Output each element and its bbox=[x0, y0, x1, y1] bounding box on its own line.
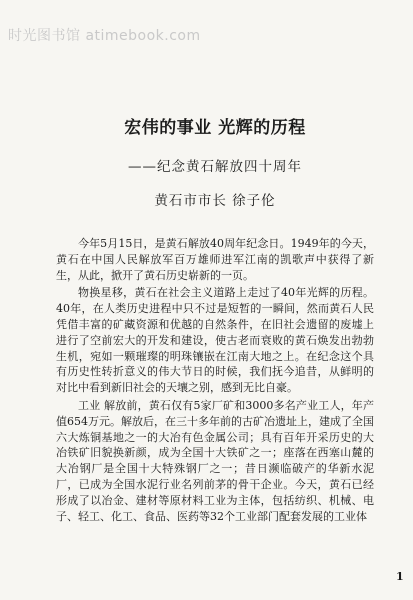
paragraph: 工业 解放前，黄石仅有5家厂矿和3000多名产业工人，年产值654万元。解放后，在三十多年前的古矿冶遗址上，建成了全国六大炼铜基地之一的大冶有色金属公司；具有百年开采历史的大冶铁矿旧貌换新颜，成为全国十大铁矿之一；座落在西塞山麓的大冶钢厂是全国十大特殊钢厂之一；昔日濒临破产的华新水泥厂，已成为全国水泥行业名列前茅的骨干企业。今天，黄石已经形成了以冶金、建材等原材料工业为主体，包括纺织、机械、电子、轻工、化工、食品、医药等32个工业部门配套发展的工业体 bbox=[56, 398, 374, 523]
article-title: 宏伟的事业 光辉的历程 bbox=[124, 118, 306, 138]
article-subtitle: ——纪念黄石解放四十周年 bbox=[128, 159, 302, 175]
article-body bbox=[56, 236, 374, 526]
watermark: 时光图书馆 atimebook.com bbox=[8, 28, 201, 44]
paragraph: 物换星移，黄石在社会主义道路上走过了40年光辉的历程。40年，在人类历史进程中只不过是短暂的一瞬间，然而黄石人民凭借丰富的矿藏资源和优越的自然条件，在旧社会遗留的废墟上进行了空前宏大的开发和建设，使古老而衰败的黄石焕发出勃勃生机，宛如一颗璀璨的明珠镶嵌在江南大地之上。在纪念这个具有历史性转折意义的伟大节日的时候，我们抚今追昔，从鲜明的对比中看到新旧社会的天壤之别，感到无比自豪。 bbox=[56, 286, 374, 395]
article-author: 黄石市市长 徐子伦 bbox=[154, 193, 276, 209]
page-number: 1 bbox=[396, 570, 404, 583]
document-page bbox=[56, 0, 404, 600]
paragraph: 今年5月15日，是黄石解放40周年纪念日。1949年的今天，黄石在中国人民解放军百万雄师进军江南的凯歌声中获得了新生，从此，掀开了黄石历史崭新的一页。 bbox=[56, 237, 374, 282]
